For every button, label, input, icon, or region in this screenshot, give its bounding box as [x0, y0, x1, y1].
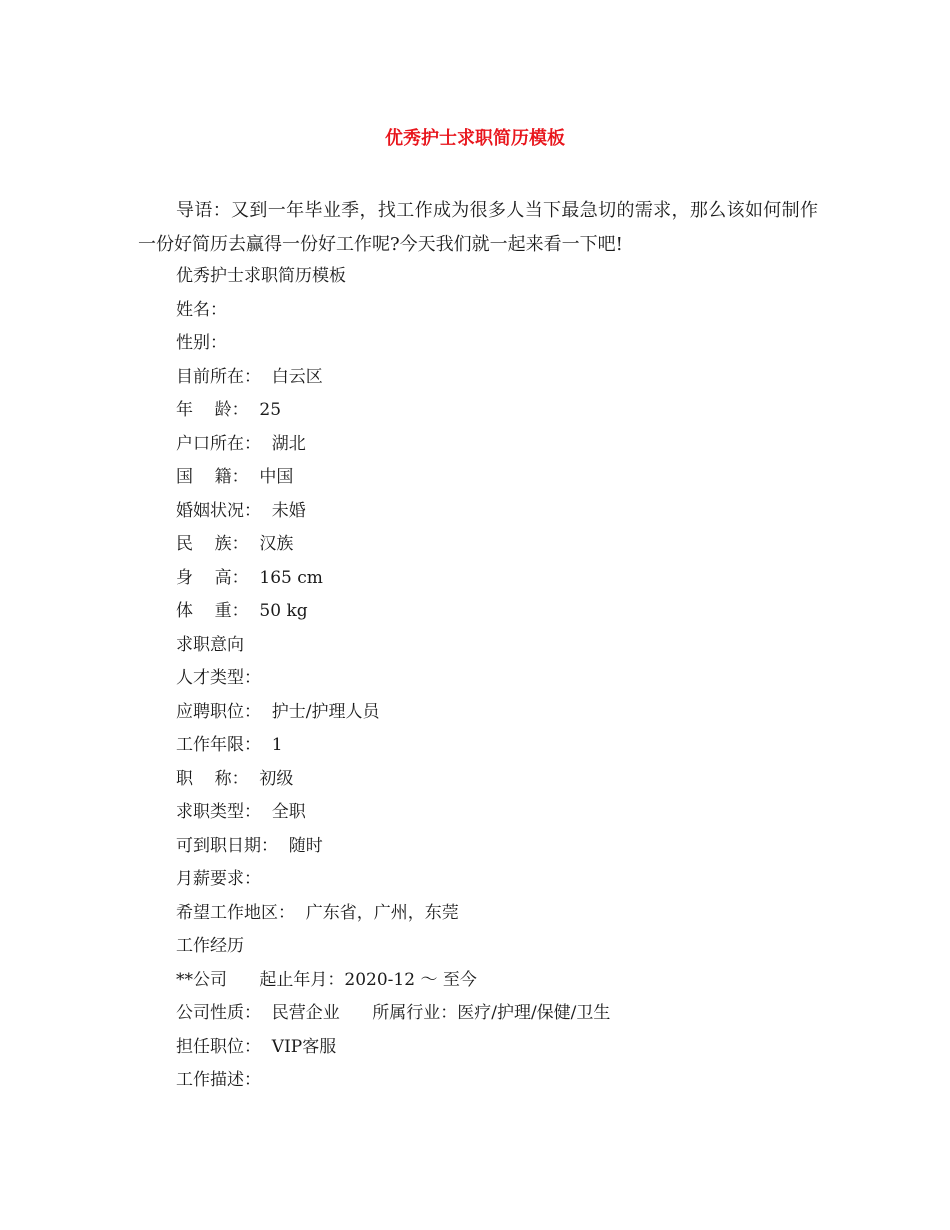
field-nationality: 国 籍： 中国 — [176, 467, 294, 487]
field-talent-type: 人才类型： — [176, 668, 261, 688]
field-gender: 性别： — [176, 333, 227, 353]
field-weight: 体 重： 50 kg — [176, 601, 308, 621]
field-current-location: 目前所在： 白云区 — [176, 366, 323, 387]
field-role: 担任职位： VIP客服 — [176, 1036, 337, 1057]
field-name: 姓名： — [176, 299, 227, 320]
field-work-years: 工作年限： 1 — [176, 735, 283, 755]
section-work-experience: 工作经历 — [176, 936, 244, 956]
field-desired-region: 希望工作地区： 广东省，广州，东莞 — [176, 902, 459, 923]
field-company: **公司 起止年月：2020-12 ～ 至今 — [176, 969, 477, 990]
field-start-date: 可到职日期： 随时 — [176, 835, 323, 856]
document-title: 优秀护士求职简历模板 — [385, 128, 565, 149]
field-job-type: 求职类型： 全职 — [176, 802, 306, 822]
field-height: 身 高： 165 cm — [176, 567, 323, 588]
field-position: 应聘职位： 护士/护理人员 — [176, 701, 380, 722]
field-company-nature: 公司性质： 民营企业 所属行业：医疗/护理/保健/卫生 — [176, 1003, 611, 1023]
field-job-description: 工作描述： — [176, 1070, 261, 1090]
field-hukou: 户口所在： 湖北 — [176, 433, 306, 454]
section-heading: 优秀护士求职简历模板 — [176, 266, 346, 286]
field-salary: 月薪要求： — [176, 869, 261, 889]
intro-paragraph: 导语：又到一年毕业季，找工作成为很多人当下最急切的需求，那么该如何制作一份好简历去赢得一份好工作呢?今天我们就一起来看一下吧! — [138, 200, 818, 255]
field-marital-status: 婚姻状况： 未婚 — [176, 500, 306, 521]
field-age: 年 龄： 25 — [176, 400, 282, 420]
field-title-level: 职 称： 初级 — [176, 768, 294, 789]
section-job-intention: 求职意向 — [176, 634, 244, 655]
resume-fields — [176, 262, 816, 1100]
field-ethnicity: 民 族： 汉族 — [176, 534, 294, 554]
